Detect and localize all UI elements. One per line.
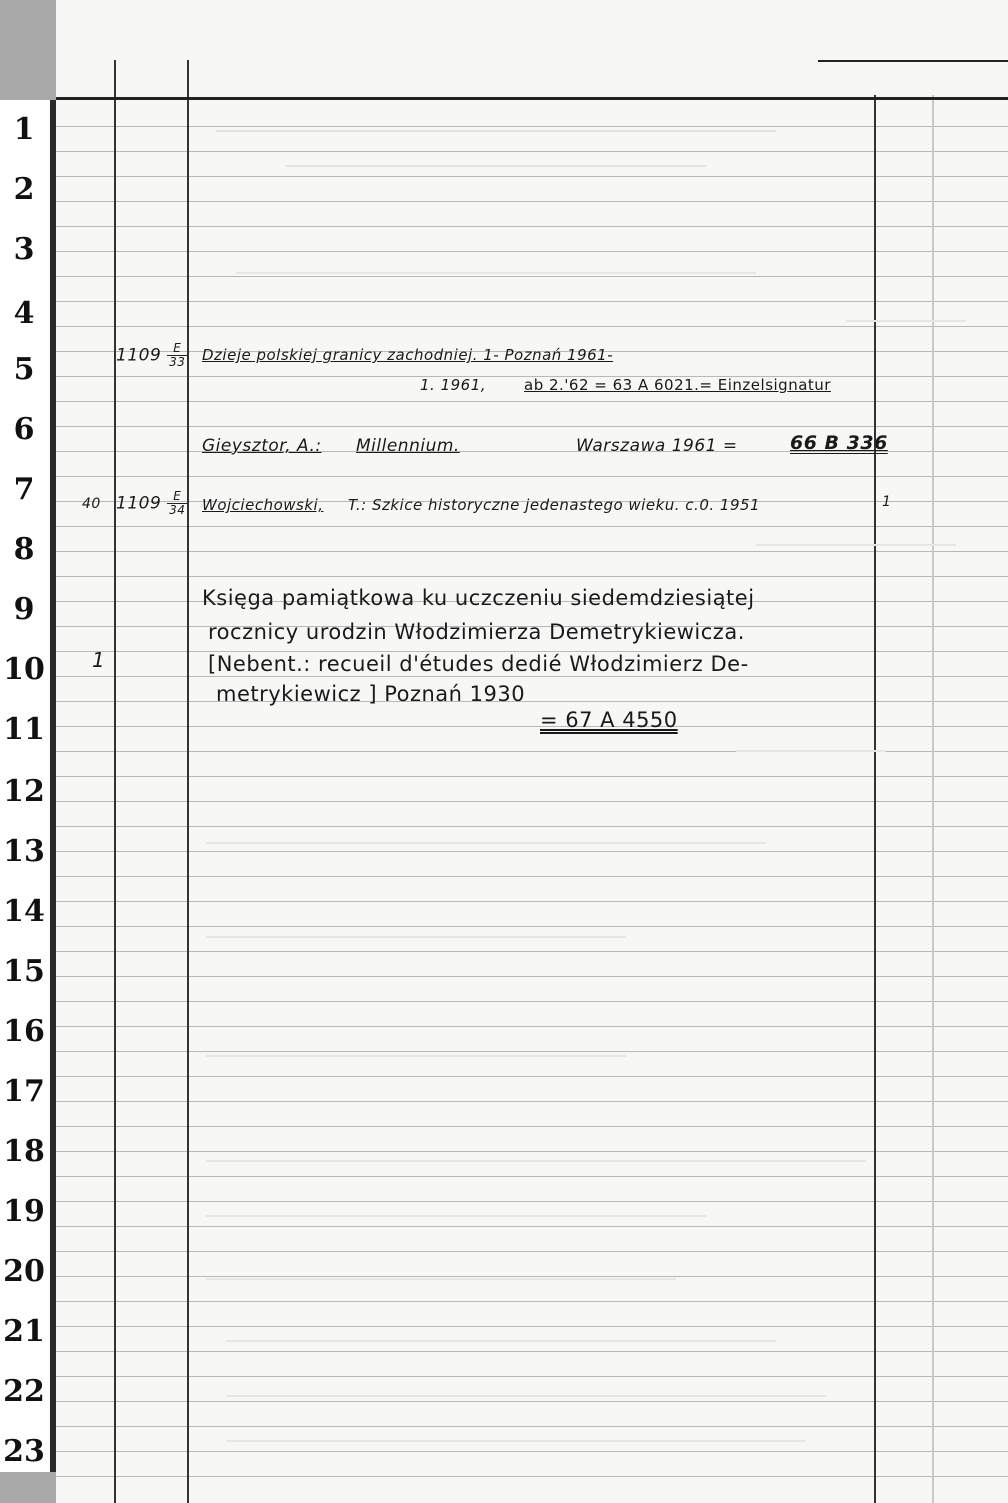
line-number: 10 (3, 652, 45, 687)
ruled-line (56, 1351, 1008, 1352)
ruled-line (56, 1151, 1008, 1152)
bleed-through-mark (286, 165, 706, 167)
ruled-line (56, 926, 1008, 927)
entry-place-year: Warszawa 1961 = (576, 436, 738, 456)
ruled-line (56, 126, 1008, 127)
line-number: 21 (3, 1314, 45, 1349)
ruled-line (56, 1326, 1008, 1327)
line-number: 2 (13, 172, 35, 207)
ruled-line (56, 1201, 1008, 1202)
line-number-gutter (0, 0, 56, 1503)
margin-mark: 1 (92, 648, 106, 672)
line-number: 18 (3, 1134, 45, 1169)
line-number: 4 (13, 296, 35, 331)
line-number: 1 (13, 112, 35, 147)
ruled-line (56, 176, 1008, 177)
ruled-line (56, 1176, 1008, 1177)
ruled-line (56, 476, 1008, 477)
line-number: 20 (3, 1254, 45, 1289)
entry-alt-title-line: metrykiewicz ] Poznań 1930 (216, 682, 526, 706)
ruled-line (56, 1251, 1008, 1252)
entry-accession-number: 66 B 336 (790, 432, 888, 454)
ruled-line (56, 1226, 1008, 1227)
bleed-through-mark (756, 544, 956, 546)
ruled-line (56, 876, 1008, 877)
margin-number: 40 (82, 496, 101, 512)
fraction-numerator: E (167, 342, 187, 356)
line-number: 7 (13, 472, 35, 507)
ruled-line (56, 976, 1008, 977)
ruled-line (56, 1376, 1008, 1377)
bleed-through-mark (226, 1395, 826, 1397)
ruled-line (56, 951, 1008, 952)
top-right-line (818, 60, 1008, 62)
column-line-signature (187, 60, 189, 1503)
bleed-through-mark (206, 1055, 626, 1057)
bleed-through-mark (206, 1215, 706, 1217)
ruled-line (56, 1026, 1008, 1027)
ruled-line (56, 301, 1008, 302)
bleed-through-mark (736, 750, 886, 752)
line-number: 12 (3, 774, 45, 809)
ruled-line (56, 326, 1008, 327)
ruled-line (56, 1276, 1008, 1277)
ruled-line (56, 551, 1008, 552)
ruled-line (56, 1076, 1008, 1077)
bleed-through-mark (236, 272, 756, 274)
ledger-page (56, 0, 1008, 1503)
ruled-line (56, 901, 1008, 902)
ruled-line (56, 676, 1008, 677)
bleed-through-mark (226, 1440, 806, 1442)
ruled-line (56, 1101, 1008, 1102)
signature-fraction (167, 342, 187, 369)
bleed-through-mark (216, 130, 776, 132)
ruled-line (56, 776, 1008, 777)
ruled-line (56, 726, 1008, 727)
entry-alt-title-line: [Nebent.: recueil d'études dedié Włodzimierz De- (208, 652, 749, 676)
signature-fraction (167, 490, 187, 517)
ruled-line (56, 1051, 1008, 1052)
shelf-signature (116, 490, 187, 517)
ruled-line (56, 151, 1008, 152)
entry-continuation-note: ab 2.'62 = 63 A 6021.= Einzelsignatur (524, 376, 831, 394)
column-line-right (874, 95, 876, 1503)
bleed-through-mark (226, 1340, 776, 1342)
fraction-denominator: 33 (169, 355, 186, 369)
line-number: 17 (3, 1074, 45, 1109)
line-number: 23 (3, 1434, 45, 1469)
ruled-line (56, 1451, 1008, 1452)
entry-title: T.: Szkice historyczne jedenastego wieku. c.0. 1951 (348, 496, 761, 514)
ruled-line (56, 1426, 1008, 1427)
column-line-far-right (932, 95, 934, 1503)
line-number: 14 (3, 894, 45, 929)
bleed-through-mark (206, 842, 766, 844)
header-line (56, 97, 1008, 100)
fraction-denominator: 34 (169, 503, 186, 517)
entry-title-line: rocznicy urodzin Włodzimierza Demetrykiewicza. (208, 620, 745, 644)
entry-author: Gieysztor, A.: (202, 436, 322, 456)
shelf-signature (116, 342, 187, 369)
entry-date: 1. 1961, (420, 376, 487, 394)
line-number: 5 (13, 352, 35, 387)
ruled-line (56, 276, 1008, 277)
entry-accession-number: = 67 A 4550 (540, 708, 678, 732)
signature-number: 1109 (116, 345, 162, 366)
line-number: 8 (13, 532, 35, 567)
entry-author: Wojciechowski, (202, 496, 324, 514)
ruled-line (56, 526, 1008, 527)
entry-count: 1 (882, 494, 892, 510)
ruled-line (56, 1401, 1008, 1402)
ruled-line (56, 851, 1008, 852)
gutter-bottom-shade (0, 1472, 56, 1503)
line-number: 11 (3, 712, 45, 747)
bleed-through-mark (206, 936, 626, 938)
ruled-line (56, 201, 1008, 202)
signature-number: 1109 (116, 493, 162, 514)
fraction-numerator: E (167, 490, 187, 504)
ruled-line (56, 826, 1008, 827)
ruled-line (56, 1001, 1008, 1002)
ruled-line (56, 401, 1008, 402)
bleed-through-mark (206, 1278, 676, 1280)
entry-title-line: Dzieje polskiej granicy zachodniej. 1- Poznań 1961- (202, 346, 614, 364)
entry-title-line: Księga pamiątkowa ku uczczeniu siedemdziesiątej (202, 586, 755, 610)
line-number: 16 (3, 1014, 45, 1049)
column-line-left (114, 60, 116, 1503)
bleed-through-mark (206, 1160, 866, 1162)
ruled-line (56, 576, 1008, 577)
line-number: 22 (3, 1374, 45, 1409)
ruled-line (56, 226, 1008, 227)
ruled-line (56, 1126, 1008, 1127)
ruled-line (56, 701, 1008, 702)
ruled-line (56, 801, 1008, 802)
line-number: 19 (3, 1194, 45, 1229)
ruled-line (56, 1301, 1008, 1302)
ruled-line (56, 251, 1008, 252)
line-number: 13 (3, 834, 45, 869)
ruled-line (56, 426, 1008, 427)
line-number: 9 (13, 592, 35, 627)
line-number: 3 (13, 232, 35, 267)
ruled-line (56, 1476, 1008, 1477)
entry-title: Millennium. (356, 436, 460, 456)
line-number: 6 (13, 412, 35, 447)
bleed-through-mark (846, 320, 966, 322)
gutter-top-shade (0, 0, 56, 100)
line-number: 15 (3, 954, 45, 989)
